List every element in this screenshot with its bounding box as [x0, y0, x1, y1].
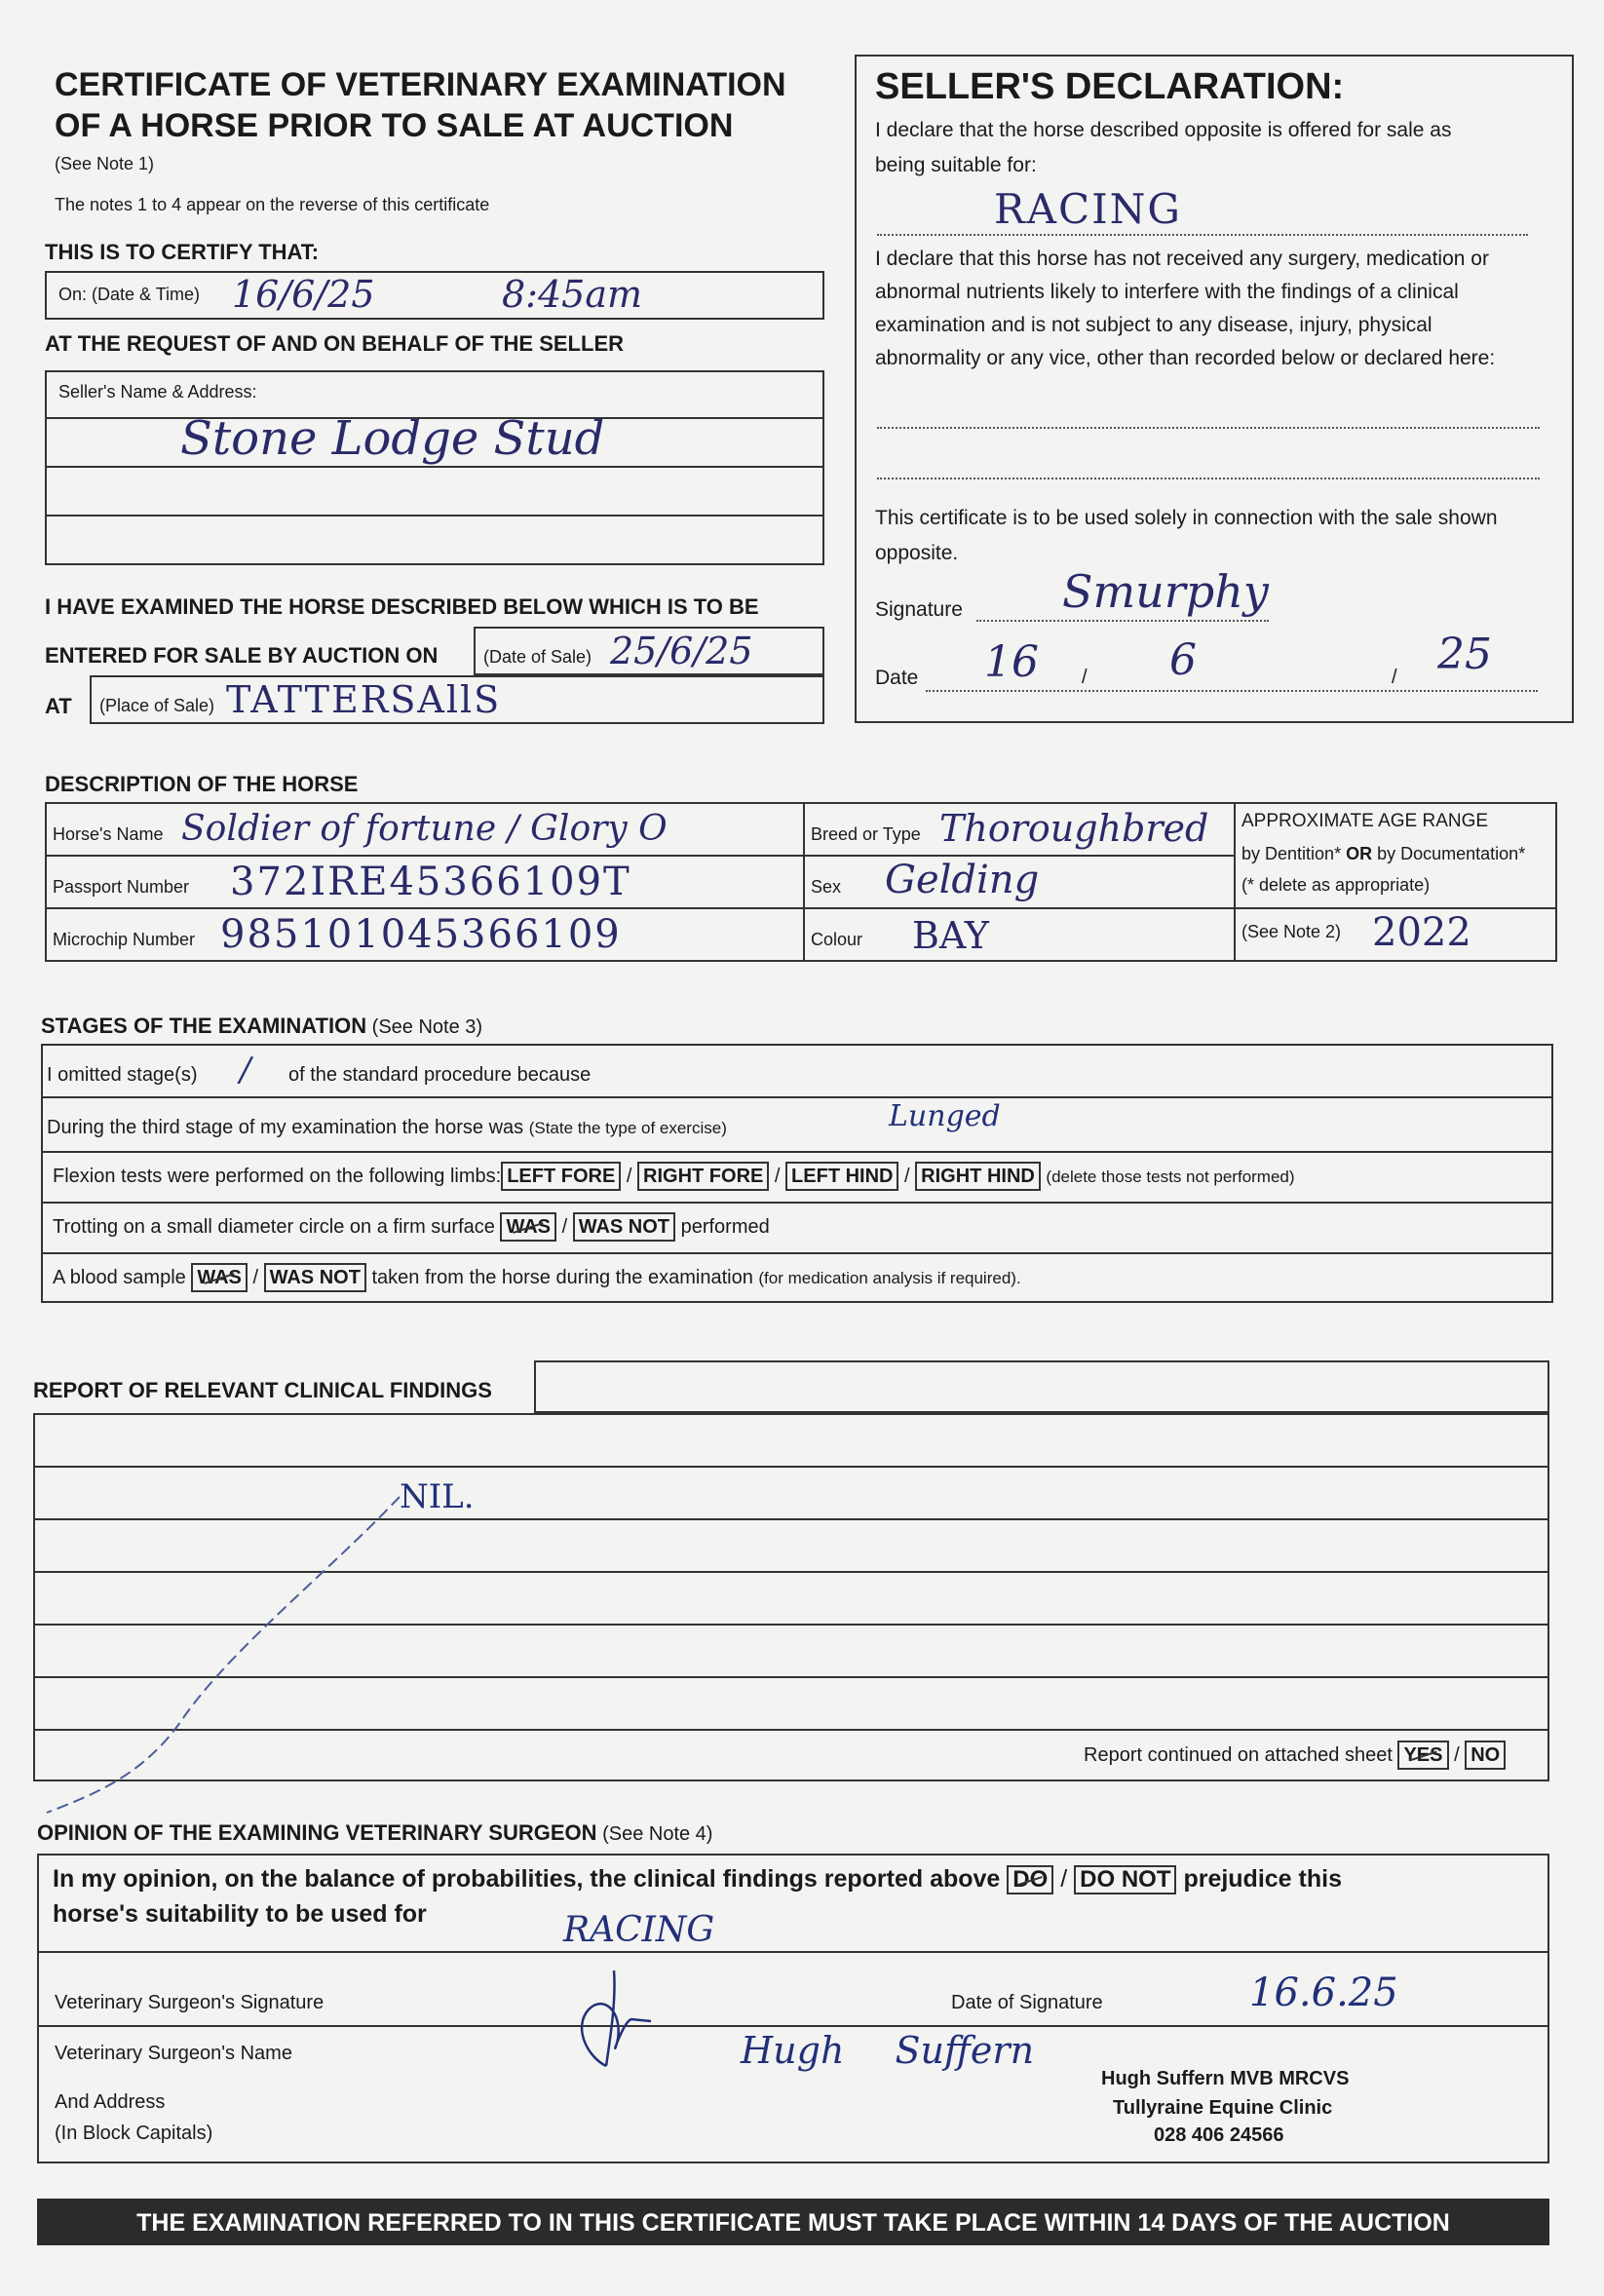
declaration-date-label: Date — [875, 667, 919, 689]
passport-label: Passport Number — [53, 877, 190, 897]
opinion-heading-text: OPINION OF THE EXAMINING VETERINARY SURGEON — [37, 1820, 597, 1845]
declaration-date-year[interactable]: 25 — [1437, 630, 1492, 679]
suitable-for-value[interactable]: RACING — [994, 185, 1182, 233]
description-heading: DESCRIPTION OF THE HORSE — [45, 772, 359, 796]
declaration-date-day[interactable]: 16 — [984, 637, 1039, 687]
sep: / — [774, 1166, 781, 1187]
sep: / — [1454, 1744, 1460, 1766]
declaration-signature-label: Signature — [875, 598, 963, 621]
sex-value[interactable]: Gelding — [885, 858, 1040, 902]
report-finding-value[interactable]: NIL. — [400, 1477, 475, 1516]
third-stage-value[interactable]: Lunged — [889, 1099, 1001, 1133]
strike-through-line — [39, 1491, 409, 1822]
stages-heading-text: STAGES OF THE EXAMINATION — [41, 1014, 367, 1038]
third-stage-note: (State the type of exercise) — [528, 1119, 727, 1137]
vet-signature-label: Veterinary Surgeon's Signature — [55, 1992, 325, 2013]
opinion-use-value[interactable]: RACING — [563, 1910, 715, 1950]
on-date-time-label: On: (Date & Time) — [58, 285, 201, 304]
opinion-text-post: prejudice this — [1183, 1865, 1342, 1893]
certify-heading: THIS IS TO CERTIFY THAT: — [45, 240, 320, 264]
trot-label: Trotting on a small diameter circle on a firm surface — [53, 1216, 495, 1238]
declaration-title: SELLER'S DECLARATION: — [875, 66, 1345, 107]
blood-label: A blood sample — [53, 1267, 186, 1288]
date-of-sale-value[interactable]: 25/6/25 — [610, 630, 753, 672]
age-delete-note: (* delete as appropriate) — [1241, 875, 1431, 895]
signature-dotline — [976, 620, 1269, 622]
declaration-text1-l1: I declare that the horse described opposite is offered for sale as — [875, 119, 1452, 141]
report-no-option[interactable]: NO — [1465, 1741, 1506, 1770]
age-value[interactable]: 2022 — [1372, 910, 1471, 955]
sep: / — [252, 1267, 259, 1288]
see-note-3: (See Note 3) — [371, 1016, 483, 1038]
declared-here-dotline — [877, 427, 1540, 429]
breed-value[interactable]: Thoroughbred — [939, 807, 1209, 850]
colour-label: Colour — [811, 930, 863, 949]
opinion-do-not-option[interactable]: DO NOT — [1074, 1865, 1176, 1894]
sep: / — [561, 1216, 568, 1238]
certificate-title-line1: CERTIFICATE OF VETERINARY EXAMINATION — [55, 66, 786, 103]
opinion-text-l2: horse's suitability to be used for — [53, 1900, 427, 1928]
report-row-divider — [33, 1466, 1549, 1468]
on-time-value[interactable]: 8:45am — [502, 273, 643, 316]
see-note-4: (See Note 4) — [602, 1823, 713, 1845]
vet-name-value[interactable]: Hugh Suffern — [741, 2029, 1035, 2072]
report-heading: REPORT OF RELEVANT CLINICAL FINDINGS — [33, 1378, 492, 1402]
blood-was-option[interactable]: WAS — [191, 1263, 248, 1292]
vet-stamp-line1: Hugh Suffern MVB MRCVS — [1101, 2068, 1350, 2089]
see-note-2: (See Note 2) — [1241, 922, 1342, 941]
sep: / — [626, 1166, 632, 1187]
date-of-signature-label: Date of Signature — [951, 1992, 1103, 2013]
stages-heading — [41, 1014, 482, 1039]
footer-banner-text: THE EXAMINATION REFERRED TO IN THIS CERTIFICATE MUST TAKE PLACE WITHIN 14 DAYS OF THE AUCTION — [136, 2209, 1450, 2237]
declared-here-dotline — [877, 478, 1540, 479]
left-fore-option[interactable]: LEFT FORE — [501, 1162, 621, 1191]
microchip-label: Microchip Number — [53, 930, 196, 949]
description-col-divider — [1234, 802, 1236, 962]
third-stage-label — [47, 1117, 727, 1139]
breed-label: Breed or Type — [811, 824, 921, 844]
address-label: And Address — [55, 2091, 166, 2113]
stages-row-divider — [41, 1096, 1553, 1098]
see-note-1: (See Note 1) — [55, 154, 155, 173]
right-hind-option[interactable]: RIGHT HIND — [915, 1162, 1041, 1191]
description-col-divider — [803, 802, 805, 962]
report-continued-label: Report continued on attached sheet — [1084, 1744, 1393, 1766]
on-date-value[interactable]: 16/6/25 — [232, 273, 375, 316]
age-by-dentition: by Dentition — [1241, 844, 1335, 863]
stages-row-divider — [41, 1202, 1553, 1204]
blood-row — [53, 1263, 1021, 1292]
age-by-documentation: by Documentation — [1377, 844, 1519, 863]
entered-line: ENTERED FOR SALE BY AUCTION ON — [45, 643, 439, 668]
sep: / — [904, 1166, 910, 1187]
blood-was-not-option[interactable]: WAS NOT — [264, 1263, 366, 1292]
stages-row-divider — [41, 1151, 1553, 1153]
date-of-signature-value[interactable]: 16.6.25 — [1249, 1971, 1398, 2015]
block-capitals-label: (In Block Capitals) — [55, 2123, 213, 2144]
date-dotline — [926, 690, 1538, 692]
opinion-row-divider — [37, 1951, 1549, 1953]
description-row-divider — [45, 907, 1557, 909]
trot-was-option[interactable]: WAS — [500, 1212, 556, 1242]
declaration-date-month[interactable]: 6 — [1169, 635, 1197, 685]
trot-was-not-option[interactable]: WAS NOT — [573, 1212, 675, 1242]
report-yes-option[interactable]: YES — [1397, 1741, 1448, 1770]
place-of-sale-value[interactable]: TATTERSAllS — [226, 678, 502, 721]
declaration-text2-l3: examination and is not subject to any disease, injury, physical — [875, 314, 1432, 336]
seller-name-label: Seller's Name & Address: — [58, 382, 257, 402]
opinion-do-option[interactable]: DO — [1007, 1865, 1053, 1894]
omitted-label-post: of the standard procedure because — [288, 1064, 592, 1086]
opinion-heading — [37, 1820, 712, 1846]
opinion-row-divider — [37, 2025, 1549, 2027]
declaration-text2-l4: abnormality or any vice, other than recorded below or declared here: — [875, 347, 1496, 369]
trot-performed: performed — [680, 1216, 770, 1238]
vet-stamp-line2: Tullyraine Equine Clinic — [1113, 2097, 1333, 2119]
blood-note: (for medication analysis if required). — [758, 1269, 1021, 1287]
seller-row-divider — [45, 515, 824, 517]
vet-name-label: Veterinary Surgeon's Name — [55, 2043, 292, 2064]
sex-label: Sex — [811, 877, 842, 897]
opinion-text-pre: In my opinion, on the balance of probabilities, the clinical findings reported above — [53, 1865, 1001, 1893]
opinion-text-l1 — [53, 1865, 1342, 1894]
at-label: AT — [45, 694, 72, 718]
certificate-title-line2: OF A HORSE PRIOR TO SALE AT AUCTION — [55, 107, 734, 144]
vet-signature[interactable] — [567, 1959, 674, 2076]
declaration-text3-l2: opposite. — [875, 542, 959, 564]
seller-name-value[interactable]: Stone Lodge Stud — [180, 411, 605, 466]
examined-line: I HAVE EXAMINED THE HORSE DESCRIBED BELOW WHICH IS TO BE — [45, 594, 759, 619]
horse-name-label: Horse's Name — [53, 824, 164, 844]
flexion-row — [53, 1162, 1295, 1191]
passport-value[interactable]: 372IRE45366109T — [230, 860, 631, 904]
description-row-divider — [45, 855, 1234, 857]
date-of-sale-label: (Date of Sale) — [483, 647, 592, 667]
age-or: OR — [1346, 844, 1373, 863]
omitted-mark[interactable]: / — [240, 1051, 251, 1090]
flexion-label: Flexion tests were performed on the following limbs: — [53, 1166, 502, 1187]
trot-row — [53, 1212, 770, 1242]
report-continued — [1084, 1741, 1506, 1770]
blood-post: taken from the horse during the examination — [371, 1267, 753, 1288]
report-header-box — [534, 1360, 1549, 1413]
date-sep: / — [1392, 667, 1397, 688]
declaration-text1-l2: being suitable for: — [875, 154, 1037, 176]
horse-name-value[interactable]: Soldier of fortune / Glory O — [181, 809, 668, 849]
seller-row-divider — [45, 466, 824, 468]
stages-row-divider — [41, 1252, 1553, 1254]
suitable-for-dotline — [877, 234, 1528, 236]
age-method: by Dentition* OR by Documentation* — [1241, 844, 1526, 863]
omitted-label-pre: I omitted stage(s) — [47, 1064, 198, 1086]
date-sep: / — [1082, 667, 1088, 688]
declaration-text2-l2: abnormal nutrients likely to interfere with the findings of a clinical — [875, 281, 1459, 303]
request-heading: AT THE REQUEST OF AND ON BEHALF OF THE SELLER — [45, 331, 624, 356]
sep: / — [1060, 1865, 1068, 1893]
declaration-text3-l1: This certificate is to be used solely in connection with the sale shown — [875, 507, 1498, 529]
colour-value[interactable]: BAY — [912, 914, 989, 957]
place-of-sale-label: (Place of Sale) — [99, 696, 215, 715]
third-stage-text: During the third stage of my examination the horse was — [47, 1117, 524, 1138]
flexion-note: (delete those tests not performed) — [1046, 1167, 1295, 1186]
vet-stamp-line3: 028 406 24566 — [1154, 2124, 1284, 2146]
right-fore-option[interactable]: RIGHT FORE — [637, 1162, 769, 1191]
seller-signature[interactable]: Smurphy — [1062, 565, 1269, 618]
microchip-value[interactable]: 985101045366109 — [220, 912, 622, 957]
declaration-text2-l1: I declare that this horse has not received any surgery, medication or — [875, 248, 1489, 270]
notes-text: The notes 1 to 4 appear on the reverse of this certificate — [55, 195, 490, 214]
age-heading: APPROXIMATE AGE RANGE — [1241, 811, 1489, 831]
left-hind-option[interactable]: LEFT HIND — [785, 1162, 898, 1191]
